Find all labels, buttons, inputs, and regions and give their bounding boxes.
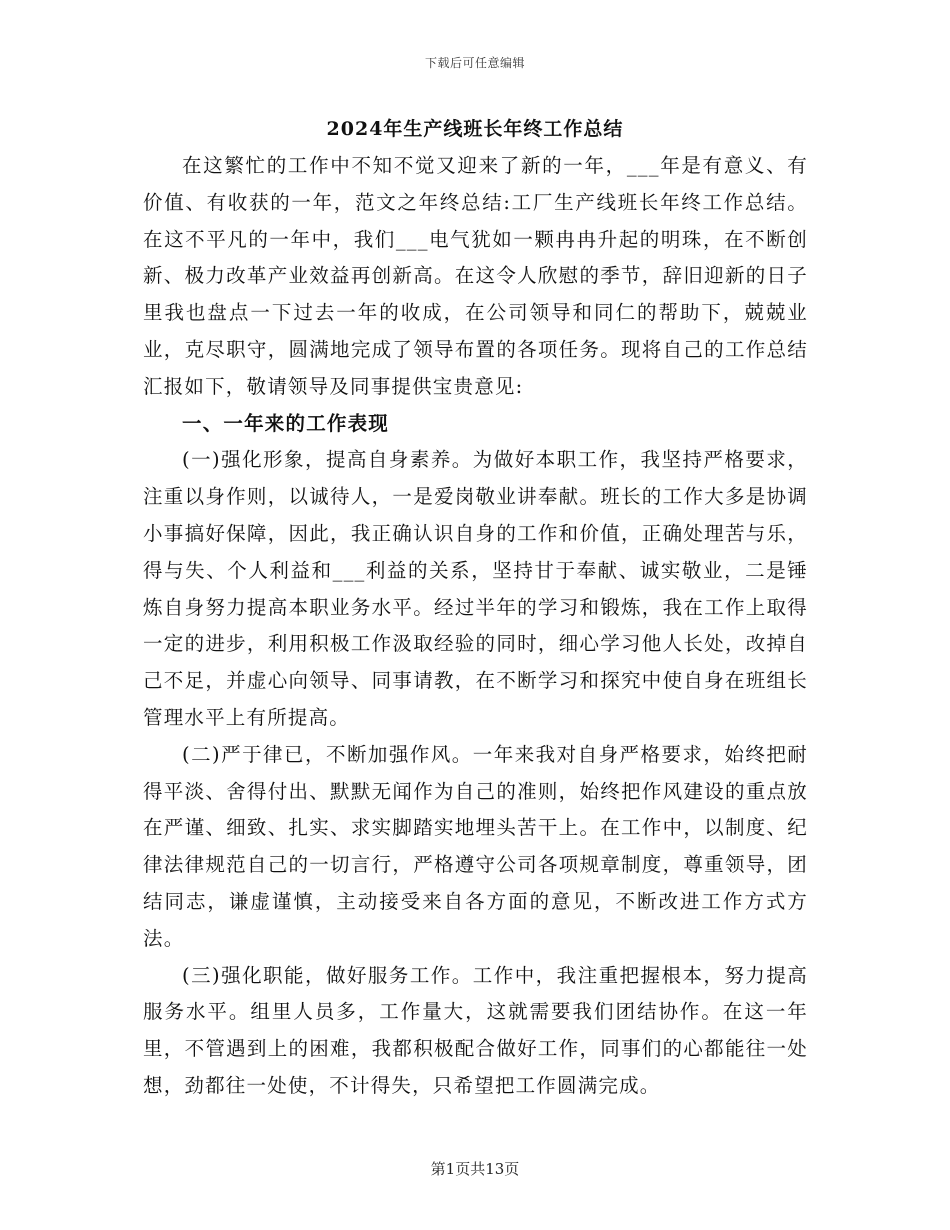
body-paragraph: (一)强化形象，提高自身素养。为做好本职工作，我坚持严格要求，注重以身作则，以诚待人，一是爱岗敬业讲奉献。班长的工作大多是协调小事搞好保障，因此，我正确认识自身的工作和价值，正确处理苦与乐，得与失、个人利益和___利益的关系，坚持甘于奉献、诚实敬业，二是锤炼自身努力提高本职业务水平。经过半年的学习和锻炼，我在工作上取得一定的进步，利用积极工作汲取经验的同时，细心学习他人长处，改掉自己不足，并虚心向领导、同事请教，在不断学习和探究中使自身在班组长管理水平上有所提高。 [143,448,808,729]
body-paragraph: (二)严于律已，不断加强作风。一年来我对自身严格要求，始终把耐得平淡、舍得付出、默默无闻作为自己的准则，始终把作风建设的重点放在严谨、细致、扎实、求实脚踏实地埋头苦干上。在工作中，以制度、纪律法律规范自己的一切言行，严格遵守公司各项规章制度，尊重领导，团结同志，谦虚谨慎，主动接受来自各方面的意见，不断改进工作方式方法。 [143,742,808,950]
intro-paragraph: 在这繁忙的工作中不知不觉又迎来了新的一年，___年是有意义、有价值、有收获的一年，范文之年终总结:工厂生产线班长年终工作总结。在这不平凡的一年中，我们___电气犹如一颗冉冉升起的明珠，在不断创新、极力改革产业效益再创新高。在这令人欣慰的季节，辞旧迎新的日子里我也盘点一下过去一年的收成，在公司领导和同仁的帮助下，兢兢业业，克尽职守，圆满地完成了领导布置的各项任务。现将自己的工作总结汇报如下，敬请领导及同事提供宝贵意见: [143,154,808,398]
header-note: 下载后可任意编辑 [424,56,525,70]
document-body [143,148,808,1105]
body-paragraph: (三)强化职能，做好服务工作。工作中，我注重把握根本，努力提高服务水平。组里人员多，工作量大，这就需要我们团结协作。在这一年里，不管遇到上的困难，我都积极配合做好工作，同事们的心都能往一处想，劲都往一处使，不计得失，只希望把工作圆满完成。 [143,963,808,1097]
section-heading: 一、一年来的工作表现 [182,411,390,435]
page-number: 第1页共13页 [430,1160,520,1178]
document-title: 2024年生产线班长年终工作总结 [326,118,624,140]
